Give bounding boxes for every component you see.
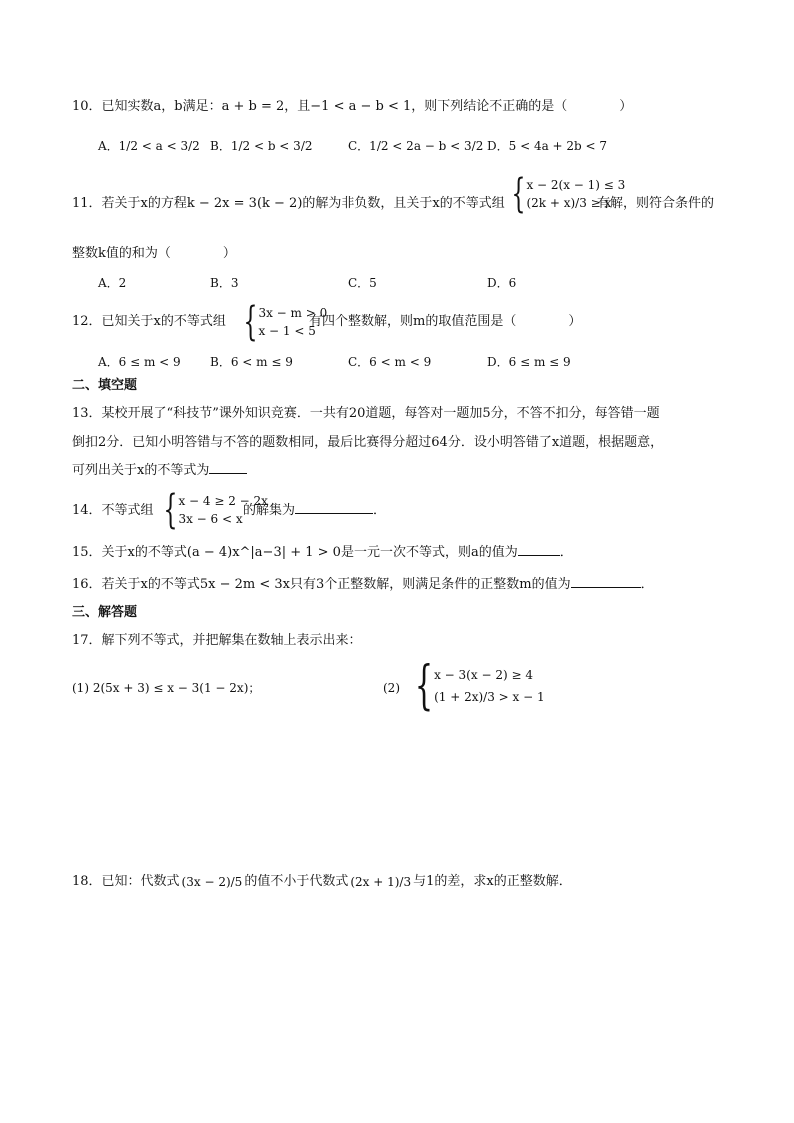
- question-11-stem-part3: 整数k值的和为（ ）: [72, 246, 236, 261]
- question-17-inequality-system: [400, 656, 545, 716]
- section-heading-fill-blank: 二、填空题: [72, 378, 138, 393]
- fraction-3x-minus-2-over-5: (3x − 2)/5: [181, 875, 243, 889]
- question-11-option-a: A．2: [98, 276, 127, 290]
- question-17-stem: 17．解下列不等式，并把解集在数轴上表示出来：: [72, 633, 362, 648]
- question-15-stem-text: 15．关于x的不等式(a − 4)x^|a−3| + 1 > 0是一元一次不等式，则a的值为: [72, 545, 518, 560]
- question-11-option-c: C．5: [348, 276, 377, 290]
- question-14-stem-part2: [243, 501, 386, 521]
- question-13-line-3-text: 可列出关于x的不等式为: [72, 463, 210, 478]
- question-16-stem-text: 16．若关于x的不等式5x − 2m < 3x只有3个正整数解，则满足条件的正整数m的值为: [72, 577, 571, 592]
- question-14-stem-part1: 14．不等式组: [72, 503, 154, 518]
- system-row-1: x − 2(x − 1) ≤ 3: [526, 178, 626, 192]
- brace-symbol: {: [163, 487, 178, 533]
- question-12-option-d: D．6 ≤ m ≤ 9: [487, 355, 571, 369]
- system-row-2: (2k + x)/3 ≥ x: [526, 196, 612, 210]
- question-12-stem-part2: 有四个整数解，则m的取值范围是（ ）: [309, 314, 582, 329]
- period: ．: [373, 503, 387, 518]
- question-10-option-b: B．1/2 < b < 3/2: [210, 139, 313, 153]
- question-11-stem-part1: 11．若关于x的方程k − 2x = 3(k − 2)的解为非负数，且关于x的不等式组: [72, 196, 505, 211]
- question-12-option-c: C．6 < m < 9: [348, 355, 432, 369]
- question-13-line-2: 倒扣2分．已知小明答错与不答的题数相同，最后比赛得分超过64分．设小明答错了x道题，根据题意，: [72, 435, 664, 450]
- brace-symbol: {: [511, 171, 526, 217]
- question-13-line-3: [72, 461, 247, 481]
- answer-blank[interactable]: [209, 461, 247, 474]
- question-11-stem: [72, 194, 505, 214]
- question-10-stem: 10．已知实数a，b满足：a + b = 2，且−1 < a − b < 1，则下列结论不正确的是（ ）: [72, 99, 633, 114]
- period: ．: [640, 577, 654, 592]
- question-17-part-2-label: (2): [383, 681, 400, 695]
- system-row-1: 3x − m > 0: [258, 306, 328, 320]
- question-12-option-b: B．6 < m ≤ 9: [210, 355, 293, 369]
- question-15-stem: [72, 543, 573, 563]
- section-heading-solve: 三、解答题: [72, 605, 138, 620]
- answer-blank[interactable]: [518, 543, 560, 556]
- brace-symbol: {: [414, 656, 434, 716]
- question-16-stem: [72, 575, 654, 595]
- system-row-2: (1 + 2x)/3 > x − 1: [434, 690, 545, 704]
- answer-blank[interactable]: [295, 501, 373, 514]
- system-row-1: x − 4 ≥ 2 − 2x: [178, 494, 268, 508]
- system-row-1: x − 3(x − 2) ≥ 4: [434, 668, 533, 682]
- period: ．: [559, 545, 573, 560]
- question-18-stem-part1: 18．已知：代数式: [72, 874, 180, 889]
- question-13-line-1: 13．某校开展了“科技节”课外知识竞赛．一共有20道题，每答对一题加5分，不答不扣分，每答错一题: [72, 406, 660, 421]
- question-11-stem-part2: 有解，则符合条件的: [597, 196, 715, 211]
- question-18-stem-part3: 与1的差，求x的正整数解．: [413, 874, 572, 889]
- question-18-stem: [72, 872, 572, 892]
- question-14-stem-part2-text: 的解集为: [243, 503, 296, 518]
- system-row-2: x − 1 < 5: [258, 324, 316, 338]
- system-row-2: 3x − 6 < x: [178, 512, 243, 526]
- fraction-2x-plus-1-over-3: (2x + 1)/3: [350, 875, 412, 889]
- brace-symbol: {: [243, 299, 258, 345]
- question-10-option-c: C．1/2 < 2a − b < 3/2: [348, 139, 484, 153]
- question-11-option-d: D．6: [487, 276, 517, 290]
- question-12-stem-part1: 12．已知关于x的不等式组: [72, 314, 226, 329]
- question-10-option-a: A．1/2 < a < 3/2: [98, 139, 200, 153]
- question-11-option-b: B．3: [210, 276, 239, 290]
- question-12-option-a: A．6 ≤ m < 9: [98, 355, 181, 369]
- question-17-part-1: (1) 2(5x + 3) ≤ x − 3(1 − 2x)；: [72, 681, 261, 695]
- question-10-option-d: D．5 < 4a + 2b < 7: [487, 139, 608, 153]
- answer-blank[interactable]: [571, 575, 641, 588]
- question-18-stem-part2: 的值不小于代数式: [244, 874, 349, 889]
